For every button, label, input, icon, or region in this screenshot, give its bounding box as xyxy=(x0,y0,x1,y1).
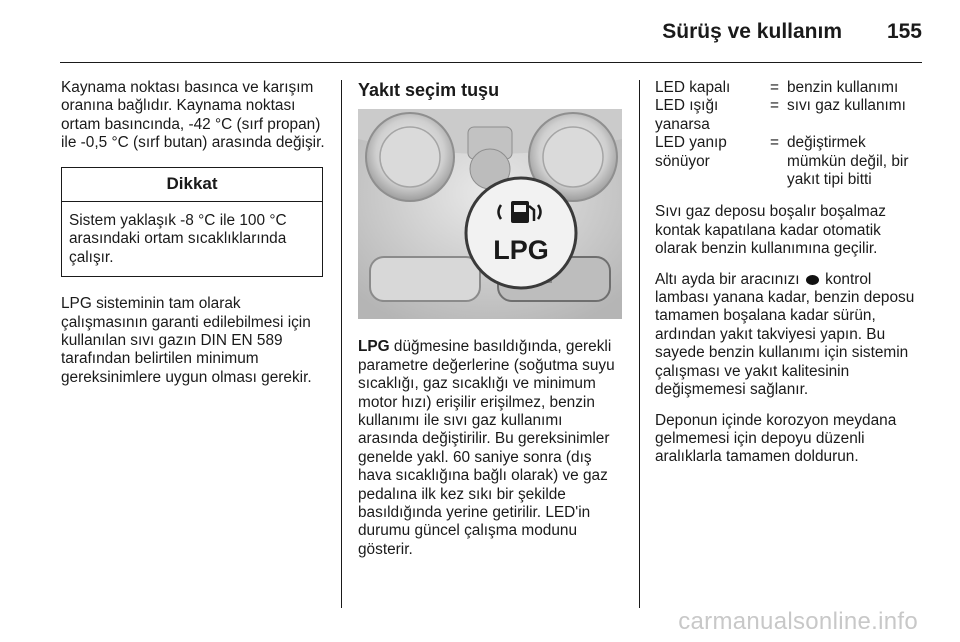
fuel-warning-lamp-icon xyxy=(806,275,819,285)
auto-switch-paragraph: Sıvı gaz deposu boşalır boşalmaz kontak kapatılana kadar otomatik olarak benzin kullanımına geçilir. xyxy=(655,203,886,258)
page-number: 155 xyxy=(886,20,922,43)
column-3 xyxy=(655,79,925,467)
section-heading: Yakıt seçim tuşu xyxy=(358,80,500,100)
dashboard-illustration xyxy=(358,109,622,319)
led-meaning: benzin kullanımı xyxy=(787,79,899,96)
column-2 xyxy=(358,79,626,559)
equals-sign: = xyxy=(770,79,779,96)
lpg-description-text: düğmesine basıldığında, gerekli parametre değerlerine (soğutma suyu sıcaklığı, gaz sıcaklığı ve minimum motor hızı) erişilir erişilmez, benzin kullanımı ile sıvı gaz kullanımı arasında değiştirilir. Bu gereksinimler genelde yakl. 60 saniye sonra (dış hava sıcaklığına bağlı olarak) ve gaz pedalına ilk kez sıkı bir şekilde basıldığında yerine getirilir. LED'in durumu güncel çalışma modunu gösterir. xyxy=(358,338,615,558)
header-title: Sürüş ve kullanım xyxy=(662,20,842,43)
lpg-bold-term: LPG xyxy=(358,338,390,356)
table-row xyxy=(655,79,925,97)
led-status-table xyxy=(655,79,925,189)
maintenance-text-after: kontrol lambası yanana kadar, benzin deposu tamamen boşalana kadar sürün, ardından yakıt takviyesi yapın. Bu sayede benzin kullanımı için sistemin çalışması ve yakıt kalitesinin değişmemesi sağlanır. xyxy=(655,270,915,399)
header-rule xyxy=(60,62,922,63)
maintenance-paragraph xyxy=(655,271,925,400)
table-row xyxy=(655,97,925,134)
led-state: LED yanıp sönüyor xyxy=(655,134,727,170)
corrosion-paragraph: Deponun içinde korozyon meydana gelmemesi için depoyu düzenli aralıklarla tamamen doldurun. xyxy=(655,411,897,466)
led-meaning: değiştirmek mümkün değil, bir yakıt tipi bitti xyxy=(787,134,909,189)
led-meaning: sıvı gaz kullanımı xyxy=(787,97,906,115)
led-state: LED kapalı xyxy=(655,79,731,96)
lpg-requirements-paragraph: LPG sisteminin tam olarak çalışmasının garanti edilebilmesi için kullanılan sıvı gazın DIN EN 589 tarafından belirtilen minimum gereksinimlere uygun olması gerekir. xyxy=(61,295,312,386)
page-header xyxy=(0,0,960,60)
table-row xyxy=(655,134,925,189)
led-state: LED ışığı yanarsa xyxy=(655,97,719,133)
column-1 xyxy=(61,79,329,387)
column-divider-1 xyxy=(341,80,342,608)
equals-sign: = xyxy=(770,134,779,152)
equals-sign: = xyxy=(770,97,779,115)
caution-box xyxy=(61,167,323,278)
intro-paragraph: Kaynama noktası basınca ve karışım oranına bağlıdır. Kaynama noktası ortam basıncında, -42 °C (sırf propan) ile -0,5 °C (sırf butan) arasında değişir. xyxy=(61,79,325,152)
caution-title: Dikkat xyxy=(62,168,322,202)
watermark: carmanualsonline.info xyxy=(678,608,918,635)
column-divider-2 xyxy=(639,80,640,608)
caution-body: Sistem yaklaşık -8 °C ile 100 °C arasındaki ortam sıcaklıklarında çalışır. xyxy=(69,212,287,266)
maintenance-text-before: Altı ayda bir aracınızı xyxy=(655,270,800,288)
fuel-selector-photo xyxy=(358,109,622,319)
lpg-button-label: LPG xyxy=(493,235,549,266)
lpg-button-description xyxy=(358,338,626,559)
